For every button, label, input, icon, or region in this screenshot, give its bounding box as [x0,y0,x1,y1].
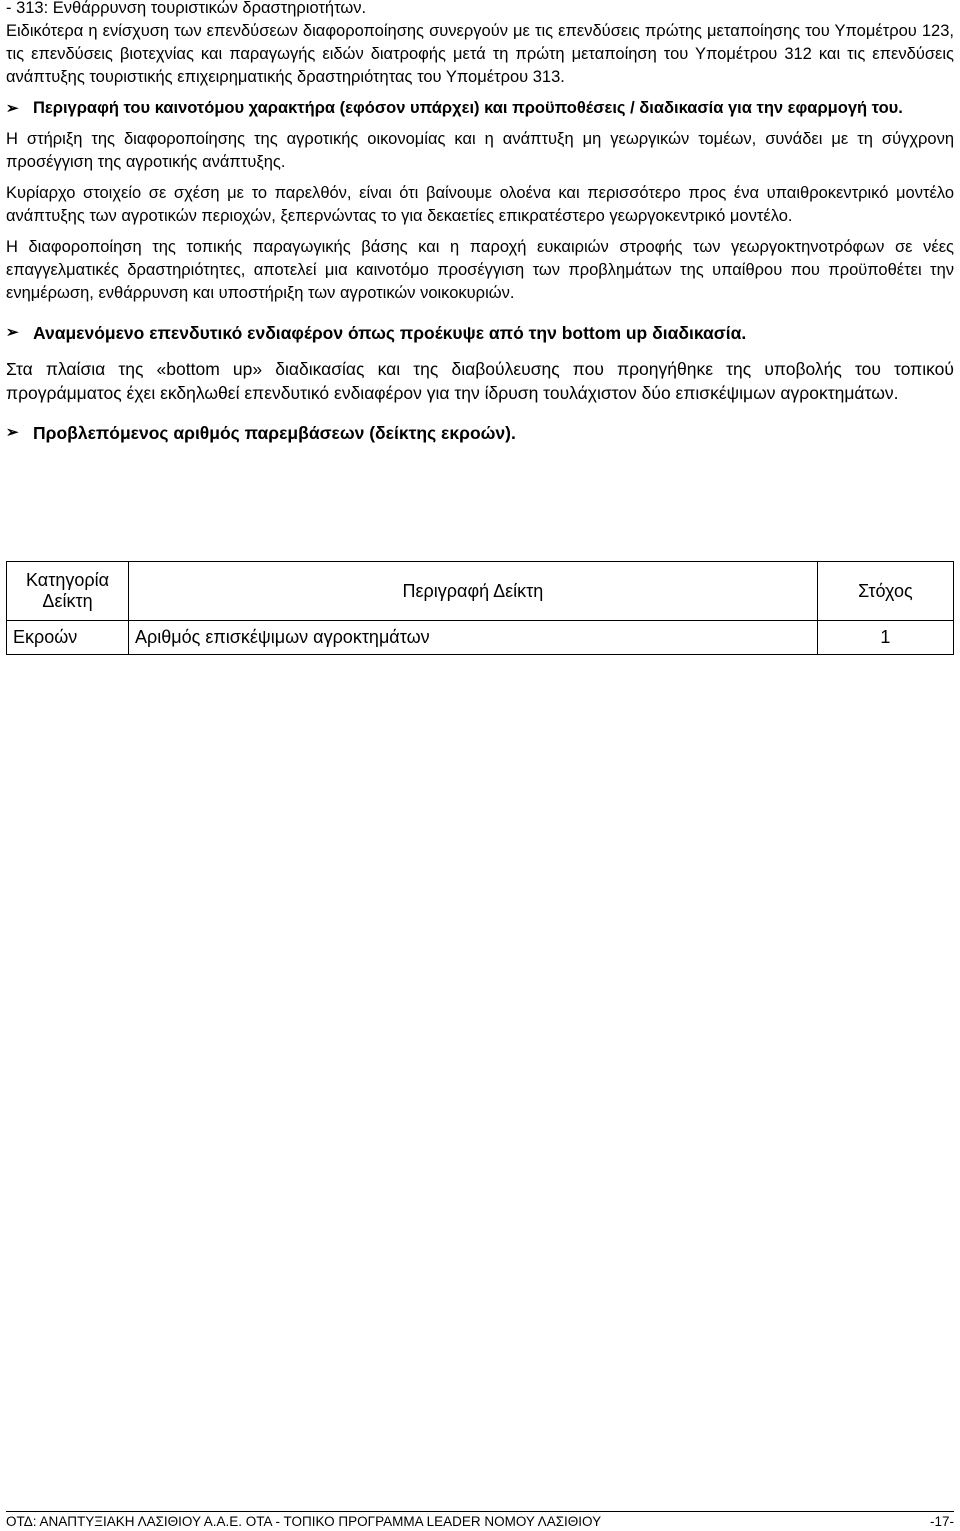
table-header-cell: Κατηγορία Δείκτη [7,562,129,621]
diversification-paragraph: Η διαφοροποίηση της τοπικής παραγωγικής βάσης και η παροχή ευκαιριών στροφής των γεωργοκτηνοτρόφων σε νέες επαγγελματικές δραστηριότητες, αποτελεί μια καινοτόμο προσέγγιση των προβλημάτων της υπαίθρου που προϋποθέτει την ενημέρωση, ενθάρρυνση και υποστήριξη των αγροτικών νοικοκυριών. [6,238,954,302]
table-cell: Αριθμός επισκέψιμων αγροκτημάτων [129,621,818,655]
indicators-heading-text: Προβλεπόμενος αριθμός παρεμβάσεων (δείκτης εκροών). [33,423,516,443]
dominant-paragraph: Κυρίαρχο στοιχείο σε σχέση με το παρελθόν, είναι ότι βαίνουμε ολοένα και περισσότερο προς ένα υπαιθροκεντρικό μοντέλο ανάπτυξης των αγροτικών περιοχών, ξεπερνώντας το για δεκαετίες επικρατέστερο γεωργοκεντρικό μοντέλο. [6,184,954,225]
table-header-row [7,562,954,621]
measure-313-line: - 313: Ενθάρρυνση τουριστικών δραστηριοτήτων. [6,0,367,17]
indicators-table [6,561,954,655]
document-body [6,0,954,445]
innovation-heading-text: Περιγραφή του καινοτόμου χαρακτήρα (εφόσον υπάρχει) και προϋποθέσεις / διαδικασία για την εφαρμογή του. [33,99,903,117]
table-row [7,621,954,655]
support-paragraph: Η στήριξη της διαφοροποίησης της αγροτικής οικονομίας και η ανάπτυξη μη γεωργικών τομέων, συνάδει με τη σύγχρονη προσέγγιση της αγροτικής ανάπτυξης. [6,130,954,171]
footer-divider [6,1511,954,1512]
table-header-cell: Στόχος [817,562,953,621]
footer-text: ΟΤΔ: ΑΝΑΠΤΥΞΙΑΚΗ ΛΑΣΙΘΙΟΥ Α.Α.Ε. ΟΤΑ - ΤΟΠΙΚΟ ΠΡΟΓΡΑΜΜΑ LEADER ΝΟΜΟΥ ΛΑΣΙΘΙΟΥ [6,1514,602,1529]
innovation-heading [6,97,954,120]
table-header-cell: Περιγραφή Δείκτη [129,562,818,621]
interest-heading [6,321,954,345]
table-cell: Εκροών [7,621,129,655]
intro-paragraph: Ειδικότερα η ενίσχυση των επενδύσεων διαφοροποίησης συνεργούν με τις επενδύσεις πρώτης μεταποίησης του Υπομέτρου 123, τις επενδύσεις βιοτεχνίας και παραγωγής ειδών διατροφής μετά τη πρώτη μεταποίηση του Υπομέτρου 312 και τις επενδύσεις ανάπτυξης τουριστικής επιχειρηματικής δραστηριότητας του Υπομέτρου 313. [6,22,954,86]
bottomup-paragraph: Στα πλαίσια της «bottom up» διαδικασίας και της διαβούλευσης που προηγήθηκε της υποβολής του τοπικού προγράμματος έχει εκδηλωθεί επενδυτικό ενδιαφέρον για την ίδρυση τουλάχιστον δύο επισκέψιμων αγροκτημάτων. [6,359,954,403]
interest-heading-text: Αναμενόμενο επενδυτικό ενδιαφέρον όπως προέκυψε από την bottom up διαδικασία. [33,323,747,343]
indicators-heading [6,421,954,445]
page-number: -17- [929,1514,954,1529]
arrowhead-bullet-icon: ➢ [6,424,19,441]
arrowhead-bullet-icon: ➢ [6,324,19,341]
page-footer [6,1513,954,1531]
table-cell: 1 [817,621,953,655]
arrowhead-bullet-icon: ➢ [6,100,19,117]
